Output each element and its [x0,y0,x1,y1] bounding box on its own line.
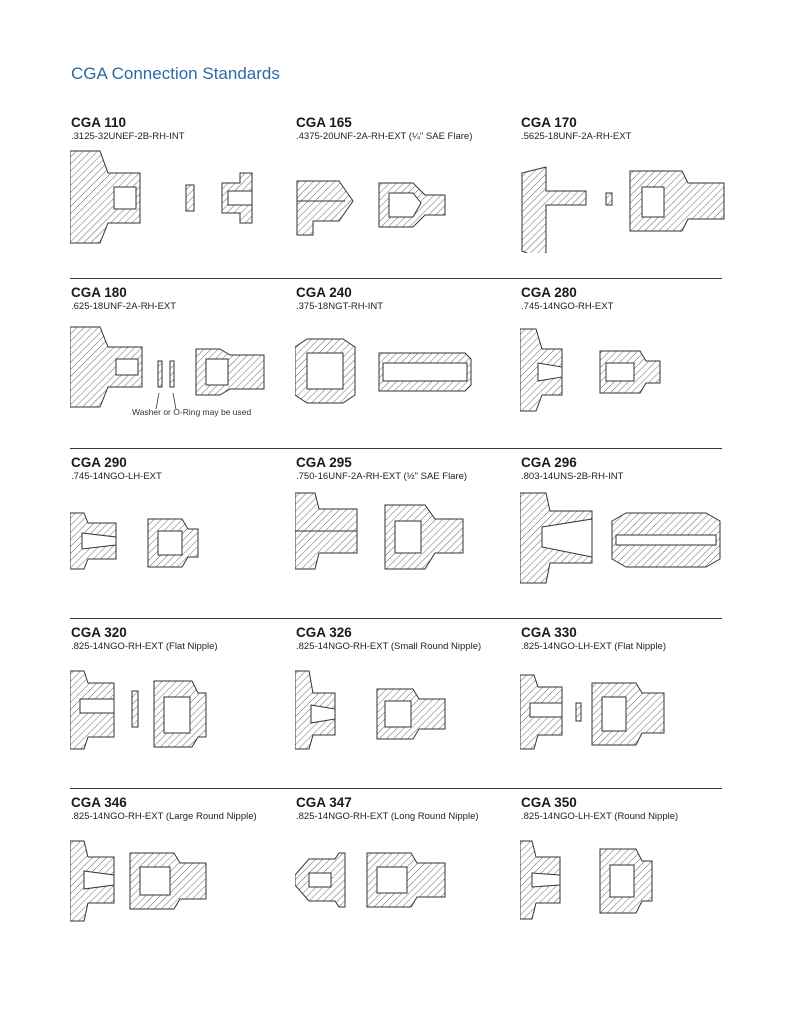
cga-280-entry [520,285,740,435]
connection-row-4 [70,625,722,775]
connection-spec: .825-14NGO-LH-EXT (Flat Nipple) [521,641,667,652]
cga-320-drawing [70,653,290,763]
cga-165-drawing [295,143,515,253]
connection-name: CGA 346 [71,795,127,810]
cga-347-entry [295,795,515,945]
connection-name: CGA 326 [296,625,352,640]
connection-spec: .5625-18UNF-2A-RH-EXT [521,131,632,142]
cga-165-entry [295,115,515,265]
cga-280-drawing [520,313,740,423]
cga-347-drawing [295,823,515,933]
connection-name: CGA 170 [521,115,577,130]
connection-name: CGA 320 [71,625,127,640]
row-divider [70,788,722,789]
cga-290-entry [70,455,290,605]
connection-spec: .825-14NGO-RH-EXT (Long Round Nipple) [296,811,479,822]
cga-295-entry [295,455,515,605]
connection-name: CGA 347 [296,795,352,810]
connection-name: CGA 280 [521,285,577,300]
cga-296-entry [520,455,740,605]
cga-295-drawing [295,483,515,593]
connection-spec: .825-14NGO-RH-EXT (Small Round Nipple) [296,641,482,652]
connection-name: CGA 240 [296,285,352,300]
connection-name: CGA 296 [521,455,577,470]
cga-330-entry [520,625,740,775]
connection-spec: .750-16UNF-2A-RH-EXT (½" SAE Flare) [296,471,468,482]
cga-330-drawing [520,653,740,763]
cga-350-drawing [520,823,740,933]
connection-spec: .625-18UNF-2A-RH-EXT [71,301,177,312]
cga-326-drawing [295,653,515,763]
connection-spec: .745-14NGO-RH-EXT [521,301,614,312]
cga-240-entry [295,285,515,435]
page-title: CGA Connection Standards [71,64,280,83]
row-divider [70,448,722,449]
connection-name: CGA 290 [71,455,127,470]
connection-row-5 [70,795,722,945]
cga-346-drawing [70,823,290,933]
cga-296-drawing [520,483,740,593]
connection-name: CGA 165 [296,115,352,130]
connection-name: CGA 180 [71,285,127,300]
connection-name: CGA 295 [296,455,352,470]
connection-spec: .803-14UNS-2B-RH-INT [521,471,624,482]
cga-170-drawing [520,143,740,253]
connection-row-2 [70,285,722,435]
row-divider [70,278,722,279]
connection-spec: .375-18NGT-RH-INT [296,301,384,312]
washer-note: Washer or O-Ring may be used [132,407,252,417]
connection-spec: .3125-32UNEF-2B-RH-INT [71,131,185,142]
cga-170-entry [520,115,740,265]
connection-name: CGA 350 [521,795,577,810]
connection-name: CGA 330 [521,625,577,640]
connection-spec: .825-14NGO-RH-EXT (Flat Nipple) [71,641,218,652]
cga-346-entry [70,795,290,945]
cga-350-entry [520,795,740,945]
cga-290-drawing [70,483,290,593]
connection-name: CGA 110 [71,115,127,130]
row-divider [70,618,722,619]
connection-spec: .825-14NGO-LH-EXT (Round Nipple) [521,811,679,822]
connection-spec: .825-14NGO-RH-EXT (Large Round Nipple) [71,811,257,822]
connection-row-3 [70,455,722,605]
cga-110-drawing [70,143,290,253]
cga-240-drawing [295,313,515,423]
cga-320-entry [70,625,290,775]
cga-326-entry [295,625,515,775]
cga-110-entry [70,115,290,265]
cga-180-entry [70,285,290,435]
connection-spec: .745-14NGO-LH-EXT [71,471,162,482]
connection-row-1 [70,115,722,265]
connection-spec: .4375-20UNF-2A-RH-EXT (¼" SAE Flare) [296,131,473,142]
